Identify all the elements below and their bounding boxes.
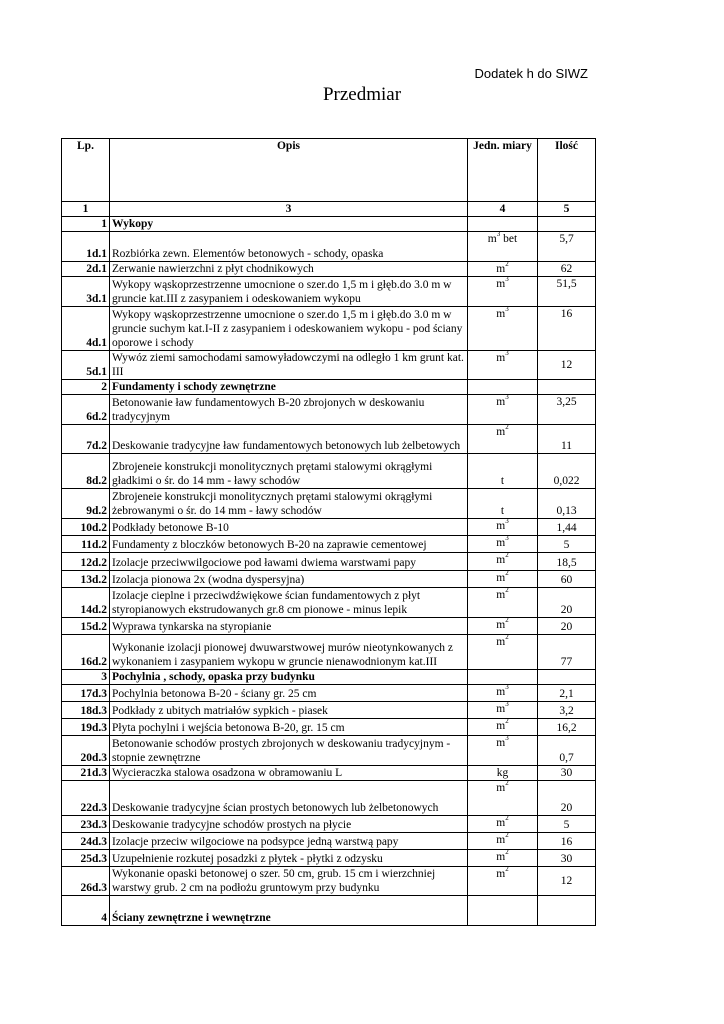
row-quantity: 51,5 bbox=[538, 277, 596, 307]
section-row bbox=[62, 380, 596, 395]
header-quantity: Ilość bbox=[538, 139, 596, 202]
unit-text: kg bbox=[496, 767, 509, 779]
row-description: Deskowanie tradycyjne ław fundamentowych betonowych lub żelbetowych bbox=[110, 425, 468, 454]
row-quantity: 12 bbox=[538, 867, 596, 896]
row-unit bbox=[468, 307, 538, 351]
unit-exponent: 3 bbox=[496, 231, 501, 239]
document-title: Przedmiar bbox=[322, 84, 402, 105]
table-row bbox=[62, 232, 596, 262]
row-unit bbox=[468, 489, 538, 519]
unit-text: m bbox=[496, 619, 506, 631]
row-lp: 1d.1 bbox=[62, 232, 110, 262]
row-lp: 2 bbox=[62, 380, 110, 395]
row-unit bbox=[468, 736, 538, 766]
row-description: Uzupełnienie rozkutej posadzki z płytek - płytki z odzysku bbox=[110, 850, 468, 867]
unit-text: m bbox=[496, 520, 506, 532]
row-description: Wycieraczka stalowa osadzona w obramowaniu L bbox=[110, 766, 468, 781]
table-row bbox=[62, 519, 596, 536]
section-row bbox=[62, 217, 596, 232]
row-description: Pochylnia betonowa B-20 - ściany gr. 25 cm bbox=[110, 685, 468, 702]
table-header-row bbox=[62, 139, 596, 202]
row-unit bbox=[468, 816, 538, 833]
row-description: Podkłady z ubitych matriałów sypkich - piasek bbox=[110, 702, 468, 719]
table-row bbox=[62, 454, 596, 489]
table-row bbox=[62, 351, 596, 380]
row-quantity: 5,7 bbox=[538, 232, 596, 262]
row-quantity: 20 bbox=[538, 618, 596, 635]
row-description: Fundamenty i schody zewnętrzne bbox=[110, 380, 468, 395]
row-quantity: 16 bbox=[538, 307, 596, 351]
column-number-quantity: 5 bbox=[538, 202, 596, 217]
header-opis: Opis bbox=[110, 139, 468, 202]
unit-text: m bbox=[496, 703, 506, 715]
row-lp: 9d.2 bbox=[62, 489, 110, 519]
row-lp: 3d.1 bbox=[62, 277, 110, 307]
unit-text: t bbox=[500, 475, 505, 487]
row-quantity bbox=[538, 670, 596, 685]
row-description: Podkłady betonowe B-10 bbox=[110, 519, 468, 536]
row-unit bbox=[468, 833, 538, 850]
row-lp: 5d.1 bbox=[62, 351, 110, 380]
unit-exponent: 2 bbox=[505, 866, 509, 874]
unit-text: m bbox=[496, 396, 506, 408]
table-row bbox=[62, 867, 596, 896]
unit-text: m bbox=[496, 737, 506, 749]
row-lp: 19d.3 bbox=[62, 719, 110, 736]
row-unit bbox=[468, 867, 538, 896]
unit-text: m bbox=[496, 572, 506, 584]
unit-exponent: 3 bbox=[505, 701, 509, 709]
row-unit bbox=[468, 351, 538, 380]
table-row bbox=[62, 571, 596, 588]
row-description: Izolacje przeciw wilgociowe na podsypce jedną warstwą papy bbox=[110, 833, 468, 850]
unit-text: m bbox=[496, 308, 506, 320]
unit-suffix: bet bbox=[500, 233, 518, 245]
row-description: Fundamenty z bloczków betonowych B-20 na zaprawie cementowej bbox=[110, 536, 468, 553]
row-description: Betonowanie ław fundamentowych B-20 zbrojonych w deskowaniu tradycyjnym bbox=[110, 395, 468, 425]
row-lp: 23d.3 bbox=[62, 816, 110, 833]
unit-text: m bbox=[496, 278, 506, 290]
unit-text: m bbox=[496, 263, 506, 275]
row-lp: 2d.1 bbox=[62, 262, 110, 277]
row-lp: 6d.2 bbox=[62, 395, 110, 425]
table-row bbox=[62, 766, 596, 781]
row-unit bbox=[468, 277, 538, 307]
row-lp: 11d.2 bbox=[62, 536, 110, 553]
table-row bbox=[62, 277, 596, 307]
table-row bbox=[62, 395, 596, 425]
table-row bbox=[62, 816, 596, 833]
unit-text: m bbox=[496, 352, 506, 364]
row-description: Wyprawa tynkarska na styropianie bbox=[110, 618, 468, 635]
row-quantity: 2,1 bbox=[538, 685, 596, 702]
row-unit bbox=[468, 588, 538, 618]
unit-text: m bbox=[496, 589, 506, 601]
unit-exponent: 3 bbox=[505, 306, 509, 314]
row-description: Wykopy wąskoprzestrzenne umocnione o szer.do 1,5 m i głęb.do 3.0 m w gruncie suchym kat.I-II z zasypaniem i odeskowaniem wykopu - pod ściany oporowe i schody bbox=[110, 307, 468, 351]
unit-exponent: 2 bbox=[505, 552, 509, 560]
row-quantity: 20 bbox=[538, 781, 596, 816]
row-description: Pochylnia , schody, opaska przy budynku bbox=[110, 670, 468, 685]
unit-exponent: 2 bbox=[505, 424, 509, 432]
row-unit bbox=[468, 232, 538, 262]
unit-exponent: 2 bbox=[505, 617, 509, 625]
unit-text: m bbox=[496, 537, 506, 549]
row-quantity: 11 bbox=[538, 425, 596, 454]
table-row bbox=[62, 262, 596, 277]
row-description: Rozbiórka zewn. Elementów betonowych - schody, opaska bbox=[110, 232, 468, 262]
row-unit bbox=[468, 781, 538, 816]
row-lp: 13d.2 bbox=[62, 571, 110, 588]
unit-text: m bbox=[496, 426, 506, 438]
row-lp: 10d.2 bbox=[62, 519, 110, 536]
table-row bbox=[62, 307, 596, 351]
column-number-row bbox=[62, 202, 596, 217]
unit-exponent: 2 bbox=[505, 815, 509, 823]
row-quantity: 30 bbox=[538, 850, 596, 867]
unit-exponent: 3 bbox=[505, 350, 509, 358]
row-unit bbox=[468, 536, 538, 553]
unit-exponent: 2 bbox=[505, 570, 509, 578]
table-row bbox=[62, 685, 596, 702]
table-row bbox=[62, 425, 596, 454]
row-quantity: 62 bbox=[538, 262, 596, 277]
unit-exponent: 2 bbox=[505, 587, 509, 595]
column-number-lp: 1 bbox=[62, 202, 110, 217]
row-unit bbox=[468, 618, 538, 635]
row-lp: 4 bbox=[62, 896, 110, 926]
row-quantity: 16,2 bbox=[538, 719, 596, 736]
table-row bbox=[62, 489, 596, 519]
table-row bbox=[62, 833, 596, 850]
table-row bbox=[62, 588, 596, 618]
row-description: Zbrojeneie konstrukcji monolitycznych prętami stalowymi okrągłymi gładkimi o śr. do 14 mm - ławy schodów bbox=[110, 454, 468, 489]
row-lp: 3 bbox=[62, 670, 110, 685]
row-lp: 15d.2 bbox=[62, 618, 110, 635]
unit-exponent: 3 bbox=[505, 276, 509, 284]
row-unit bbox=[468, 766, 538, 781]
row-unit bbox=[468, 702, 538, 719]
unit-text: m bbox=[496, 834, 506, 846]
section-row bbox=[62, 670, 596, 685]
row-description: Betonowanie schodów prostych zbrojonych w deskowaniu tradycyjnym - stopnie zewnętrzne bbox=[110, 736, 468, 766]
row-lp: 21d.3 bbox=[62, 766, 110, 781]
unit-exponent: 3 bbox=[505, 735, 509, 743]
bill-of-quantities-table bbox=[61, 138, 596, 926]
table-row bbox=[62, 850, 596, 867]
row-unit bbox=[468, 217, 538, 232]
header-unit: Jedn. miary bbox=[468, 139, 538, 202]
row-quantity: 3,25 bbox=[538, 395, 596, 425]
row-lp: 1 bbox=[62, 217, 110, 232]
row-unit bbox=[468, 380, 538, 395]
row-quantity: 0,13 bbox=[538, 489, 596, 519]
row-quantity: 5 bbox=[538, 536, 596, 553]
row-quantity: 3,2 bbox=[538, 702, 596, 719]
unit-text: m bbox=[487, 233, 497, 245]
row-quantity bbox=[538, 380, 596, 395]
row-description: Izolacje cieplne i przeciwdźwiękowe ścian fundamentowych z płyt styropianowych ekstrudowanych gr.8 cm pionowe - minus lepik bbox=[110, 588, 468, 618]
table-row bbox=[62, 536, 596, 553]
row-description: Wykonanie izolacji pionowej dwuwarstwowej murów nieotynkowanych z wykonaniem i zasypaniem wykopu w gruncie nienawodnionym kat.III bbox=[110, 635, 468, 670]
row-lp: 24d.3 bbox=[62, 833, 110, 850]
row-quantity: 18,5 bbox=[538, 553, 596, 571]
unit-exponent: 2 bbox=[505, 780, 509, 788]
row-unit bbox=[468, 454, 538, 489]
row-lp: 7d.2 bbox=[62, 425, 110, 454]
row-description: Deskowanie tradycyjne schodów prostych na płycie bbox=[110, 816, 468, 833]
row-unit bbox=[468, 850, 538, 867]
row-quantity: 5 bbox=[538, 816, 596, 833]
row-description: Izolacja pionowa 2x (wodna dyspersyjna) bbox=[110, 571, 468, 588]
row-description: Wywóz ziemi samochodami samowyładowczymi na odległo 1 km grunt kat. III bbox=[110, 351, 468, 380]
row-lp: 20d.3 bbox=[62, 736, 110, 766]
row-quantity bbox=[538, 896, 596, 926]
row-quantity: 60 bbox=[538, 571, 596, 588]
row-description: Deskowanie tradycyjne ścian prostych betonowych lub żelbetonowych bbox=[110, 781, 468, 816]
unit-text: t bbox=[500, 505, 505, 517]
row-lp: 8d.2 bbox=[62, 454, 110, 489]
table-row bbox=[62, 736, 596, 766]
section-row bbox=[62, 896, 596, 926]
unit-exponent: 3 bbox=[505, 535, 509, 543]
row-lp: 17d.3 bbox=[62, 685, 110, 702]
row-unit bbox=[468, 571, 538, 588]
unit-text: m bbox=[496, 554, 506, 566]
row-unit bbox=[468, 635, 538, 670]
unit-exponent: 2 bbox=[505, 849, 509, 857]
unit-exponent: 2 bbox=[505, 634, 509, 642]
row-lp: 26d.3 bbox=[62, 867, 110, 896]
row-description: Płyta pochylni i wejścia betonowa B-20, gr. 15 cm bbox=[110, 719, 468, 736]
row-lp: 16d.2 bbox=[62, 635, 110, 670]
row-quantity: 1,44 bbox=[538, 519, 596, 536]
row-unit bbox=[468, 519, 538, 536]
row-unit bbox=[468, 685, 538, 702]
table-row bbox=[62, 553, 596, 571]
row-description: Wykopy bbox=[110, 217, 468, 232]
row-quantity: 12 bbox=[538, 351, 596, 380]
row-description: Zerwanie nawierzchni z płyt chodnikowych bbox=[110, 262, 468, 277]
row-lp: 25d.3 bbox=[62, 850, 110, 867]
unit-exponent: 2 bbox=[505, 261, 509, 269]
table-row bbox=[62, 719, 596, 736]
row-quantity: 20 bbox=[538, 588, 596, 618]
row-unit bbox=[468, 395, 538, 425]
row-description: Wykonanie opaski betonowej o szer. 50 cm, grub. 15 cm i wierzchniej warstwy grub. 2 cm na podłożu gruntowym przy budynku bbox=[110, 867, 468, 896]
unit-exponent: 3 bbox=[505, 684, 509, 692]
row-unit bbox=[468, 896, 538, 926]
addendum-label: Dodatek h do SIWZ bbox=[474, 66, 588, 81]
unit-exponent: 3 bbox=[505, 394, 509, 402]
column-number-unit: 4 bbox=[468, 202, 538, 217]
table-row bbox=[62, 781, 596, 816]
row-unit bbox=[468, 425, 538, 454]
table-row bbox=[62, 702, 596, 719]
row-unit bbox=[468, 719, 538, 736]
row-quantity: 30 bbox=[538, 766, 596, 781]
unit-text: m bbox=[496, 686, 506, 698]
unit-exponent: 2 bbox=[505, 718, 509, 726]
unit-text: m bbox=[496, 636, 506, 648]
row-quantity: 77 bbox=[538, 635, 596, 670]
unit-text: m bbox=[496, 851, 506, 863]
unit-exponent: 2 bbox=[505, 832, 509, 840]
unit-text: m bbox=[496, 720, 506, 732]
row-lp: 18d.3 bbox=[62, 702, 110, 719]
row-description: Ściany zewnętrzne i wewnętrzne bbox=[110, 896, 468, 926]
table-row bbox=[62, 635, 596, 670]
row-description: Zbrojeneie konstrukcji monolitycznych prętami stalowymi okrągłymi żebrowanymi o śr. do 14 mm - ławy schodów bbox=[110, 489, 468, 519]
unit-exponent: 3 bbox=[505, 518, 509, 526]
row-unit bbox=[468, 670, 538, 685]
row-quantity: 16 bbox=[538, 833, 596, 850]
unit-text: m bbox=[496, 868, 506, 880]
row-lp: 22d.3 bbox=[62, 781, 110, 816]
row-unit bbox=[468, 553, 538, 571]
row-quantity: 0,022 bbox=[538, 454, 596, 489]
row-quantity: 0,7 bbox=[538, 736, 596, 766]
row-description: Wykopy wąskoprzestrzenne umocnione o szer.do 1,5 m i głęb.do 3.0 m w gruncie kat.III z zasypaniem i odeskowaniem wykopu bbox=[110, 277, 468, 307]
row-lp: 12d.2 bbox=[62, 553, 110, 571]
row-lp: 4d.1 bbox=[62, 307, 110, 351]
unit-text: m bbox=[496, 817, 506, 829]
row-unit bbox=[468, 262, 538, 277]
unit-text: m bbox=[496, 782, 506, 794]
column-number-opis: 3 bbox=[110, 202, 468, 217]
table-row bbox=[62, 618, 596, 635]
header-lp: Lp. bbox=[62, 139, 110, 202]
row-description: Izolacje przeciwwilgociowe pod ławami dwiema warstwami papy bbox=[110, 553, 468, 571]
row-lp: 14d.2 bbox=[62, 588, 110, 618]
row-quantity bbox=[538, 217, 596, 232]
